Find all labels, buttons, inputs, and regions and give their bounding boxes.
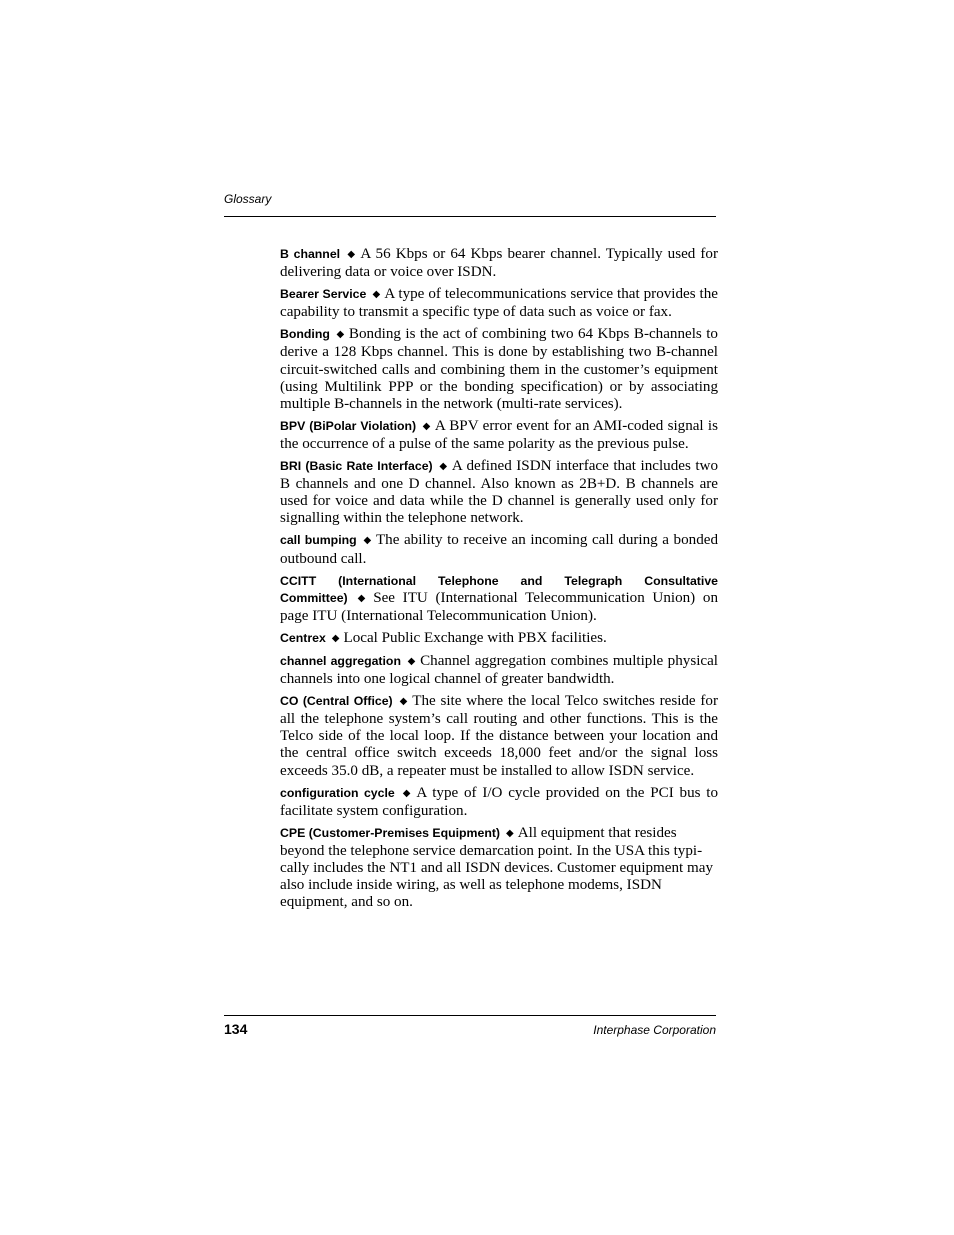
glossary-entry xyxy=(280,653,718,688)
glossary-definition: The ability to receive an incoming call during a bonded outbound call. xyxy=(280,532,718,567)
glossary-definition: A type of I/O cycle provided on the PCI bus to facilitate system configuration. xyxy=(280,784,718,819)
glossary-term: CPE (Customer-Premises Equipment) xyxy=(280,825,501,840)
glossary-entry xyxy=(280,573,718,625)
glossary-entry xyxy=(280,532,718,567)
running-header: Glossary xyxy=(224,192,272,206)
diamond-separator-icon: ◆ xyxy=(406,655,417,667)
glossary-term: B channel xyxy=(280,247,341,261)
glossary-term: BPV (BiPolar Violation) xyxy=(280,418,417,433)
glossary-entry xyxy=(280,286,718,321)
glossary-definition: Channel aggregation combines multiple physical channels into one logical channel of greater bandwidth. xyxy=(280,652,718,688)
glossary-entry xyxy=(280,326,718,412)
glossary-definition: The site where the local Telco switches reside for all the telephone system’s call routing and other functions. This is the Telco side of the local loop. If the distance between your location and the central office switch exceeds 18,000 feet and/or the signal loss exceeds 35.0 dB, a repeater must be installed to allow ISDN service. xyxy=(280,693,718,779)
diamond-separator-icon: ◆ xyxy=(506,827,514,839)
diamond-separator-icon: ◆ xyxy=(422,420,431,432)
glossary-term: CCITT (International Telephone and Telegraph Consultative Committee) xyxy=(280,573,718,605)
glossary-definition: Bonding is the act of combining two 64 Kbps B-channels to derive a 128 Kbps channel. This is done by establishing two B-channel circuit-switched calls and combining them in the customer’s equipment (using Multilink PPP or the bonding specification) or by associating multiple B-channels in the network (multi-rate services). xyxy=(280,326,718,412)
glossary-definition: All equipment that resides beyond the telephone service demarcation point. In the USA this typically includes the NT1 and all ISDN devices. Customer equipment may also include inside wiring, as well as telephone modems, ISDN equipment, and so on. xyxy=(280,824,714,911)
glossary-entry xyxy=(280,458,718,527)
diamond-separator-icon: ◆ xyxy=(346,249,357,260)
page-number: 134 xyxy=(224,1021,248,1037)
glossary-term: Bearer Service xyxy=(280,287,367,302)
glossary-term: configuration cycle xyxy=(280,785,395,800)
diamond-separator-icon: ◆ xyxy=(438,461,448,473)
header-rule xyxy=(224,216,716,217)
glossary-term: Centrex xyxy=(280,630,326,645)
glossary-term: BRI (Basic Rate Interface) xyxy=(280,459,433,474)
diamond-separator-icon: ◆ xyxy=(353,592,370,604)
glossary-definition: See ITU (International Telecommunication Union) on page ITU (International Telecommunication Union). xyxy=(280,589,718,624)
glossary-definition: A 56 Kbps or 64 Kbps bearer channel. Typically used for delivering data or voice over ISDN. xyxy=(280,246,718,281)
glossary-term: call bumping xyxy=(280,533,357,548)
glossary-entry xyxy=(280,630,718,648)
glossary-definition: Local Public Exchange with PBX facilities. xyxy=(343,629,607,646)
glossary-entry xyxy=(280,693,718,779)
diamond-separator-icon: ◆ xyxy=(398,696,409,708)
glossary-entry xyxy=(280,246,718,281)
footer-rule xyxy=(224,1015,716,1016)
company-name: Interphase Corporation xyxy=(593,1023,716,1037)
glossary-entry xyxy=(280,825,718,911)
glossary-definition: A defined ISDN interface that includes two B channels and one D channel. Also known as 2B+D. B channels are used for voice and data while the D channel is generally used only for signalling within the telephone network. xyxy=(280,458,719,527)
glossary-definition: A BPV error event for an AMI-coded signal is the occurrence of a pulse of the same polarity as the previous pulse. xyxy=(280,417,718,452)
glossary-term: CO (Central Office) xyxy=(280,694,393,709)
glossary-definition: A type of telecommunications service that provides the capability to transmit a specific type of data such as voice or fax. xyxy=(280,286,718,321)
diamond-separator-icon: ◆ xyxy=(331,632,340,644)
glossary-list xyxy=(280,246,718,916)
glossary-term: channel aggregation xyxy=(280,653,401,668)
diamond-separator-icon: ◆ xyxy=(400,787,413,799)
glossary-term: Bonding xyxy=(280,327,330,342)
glossary-entry xyxy=(280,785,718,820)
glossary-entry xyxy=(280,418,718,453)
diamond-separator-icon: ◆ xyxy=(372,289,381,301)
diamond-separator-icon: ◆ xyxy=(362,535,372,547)
diamond-separator-icon: ◆ xyxy=(335,329,345,341)
